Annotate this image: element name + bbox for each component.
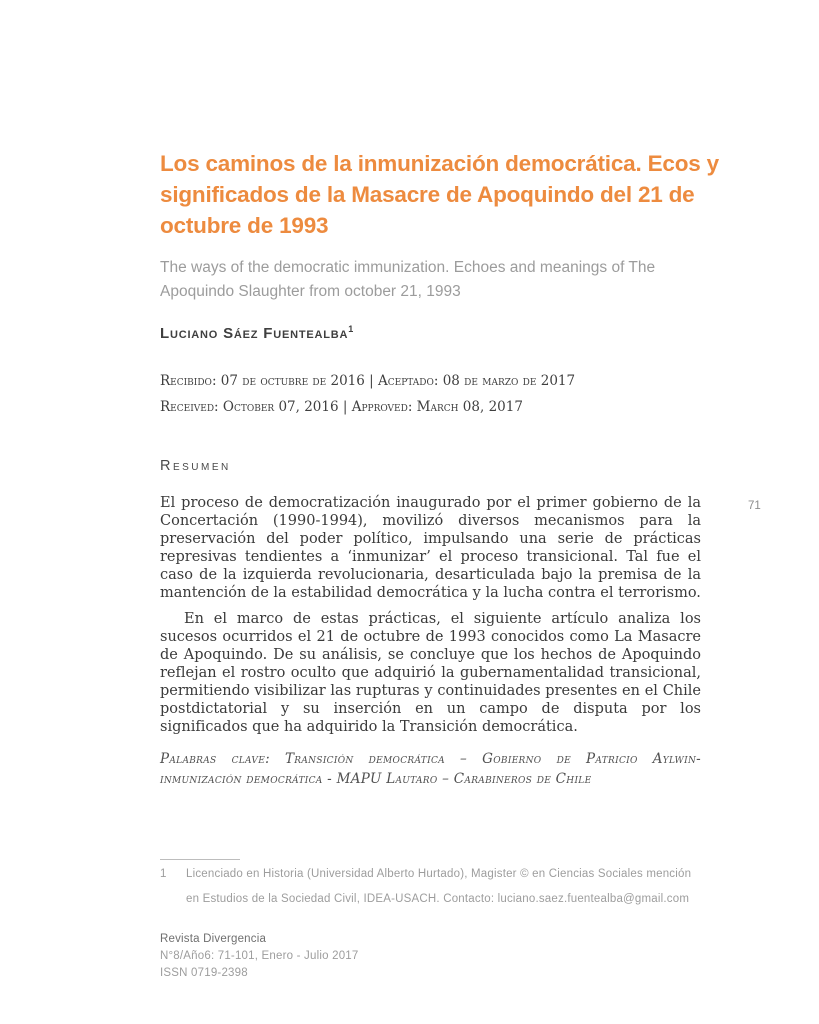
article-title: Los caminos de la inmunización democrática. Ecos y significados de la Masacre de Apoquindo del 21 de octubre de 1993 [160,151,719,238]
abstract-paragraph-2: En el marco de estas prácticas, el siguiente artículo analiza los sucesos ocurridos el 21 de octubre de 1993 conocidos como La Masacre de Apoquindo. De su análisis, se concluye que los hechos de Apoquindo reflejan el rostro oculto que adquirió la gubernamentalidad transicional, permitiendo visibilizar las rupturas y continuidades presentes en el Chile postdictatorial y su inserción en un campo de disputa por los significados que ha adquirido la Transición democrática. [160,611,701,736]
author-footnote-ref: 1 [348,324,355,335]
page-number: 71 [748,500,761,512]
footnote-text: Licenciado en Historia (Universidad Alberto Hurtado), Magister © en Ciencias Sociales mención en Estudios de la Sociedad Civil, IDEA-USACH. Contacto: luciano.saez.fuentealba@gmail.com [186,868,692,905]
abstract-heading: Resumen [160,458,231,475]
footnote-divider [160,859,240,860]
article-content [160,0,719,789]
page-footer [160,931,358,982]
article-title-english: The ways of the democratic immunization. Echoes and meanings of The Apoquindo Slaughter from october 21, 1993 [160,259,656,301]
submission-dates [160,368,701,420]
dates-spanish: Recibido: 07 de octubre de 2016 | Aceptado: 08 de marzo de 2017 [160,373,576,390]
footnote [160,862,705,912]
author-name: Luciano Sáez Fuentealba [160,325,349,343]
abstract-paragraph-1: El proceso de democratización inaugurado por el primer gobierno de la Concertación (1990-1994), movilizó diversos mecanismos para la preservación del poder político, impulsando una serie de prácticas represivas tendientes a ‘inmunizar’ el proceso transicional. Tal fue el caso de la izquierda revolucionaria, desarticulada bajo la premisa de la mantención de la estabilidad democrática y la lucha contra el terrorismo. [160,495,701,602]
author-line [160,324,701,342]
dates-english: Received: October 07, 2016 | Approved: March 08, 2017 [160,399,523,416]
journal-issue: N°8/Año6: 71-101, Enero - Julio 2017 [160,950,359,962]
journal-issn: ISSN 0719-2398 [160,967,248,979]
keywords-line: Palabras clave: Transición democrática – Gobierno de Patricio Aylwin- inmunización democrática - MAPU Lautaro – Carabineros de Chile [160,751,701,788]
journal-name: Revista Divergencia [160,933,267,945]
footnote-number: 1 [160,868,167,880]
